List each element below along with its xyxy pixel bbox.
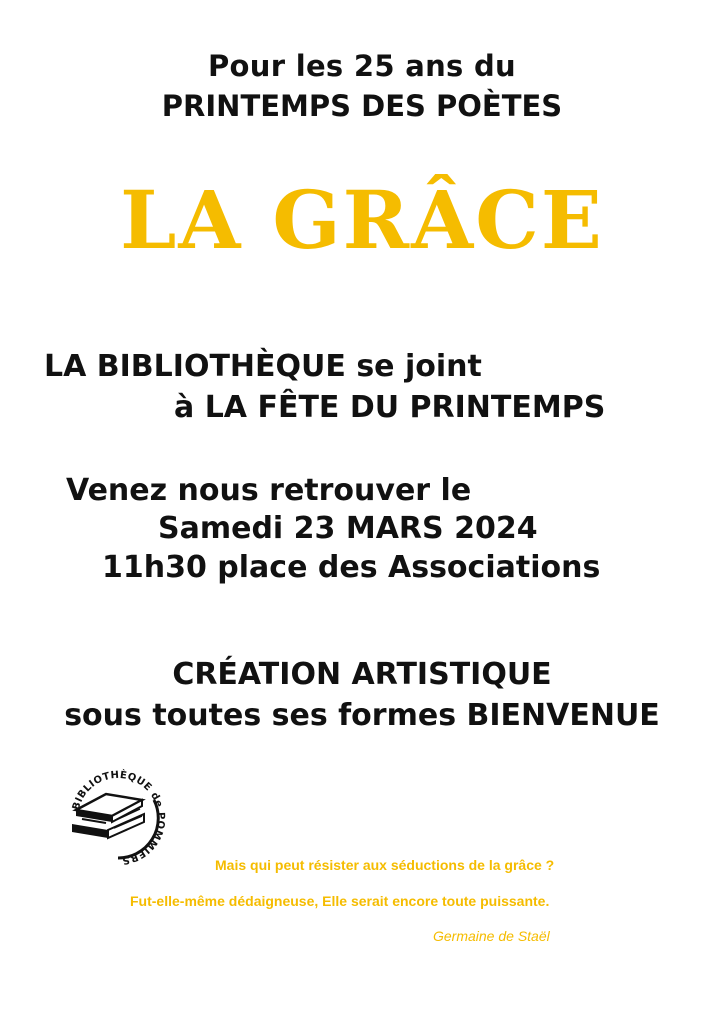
main-title: LA GRÂCE [120,173,604,267]
logo-text: BIBLIOTHÈQUE de POMMIERS [70,769,167,866]
quote-author: Germaine de Staël [433,928,550,944]
intro-line-2: PRINTEMPS DES POÈTES [161,89,563,123]
event-date: Samedi 23 MARS 2024 [158,511,538,546]
library-line-1: LA BIBLIOTHÈQUE se joint [44,349,482,384]
quote-line-1: Mais qui peut résister aux séductions de la grâce ? [215,857,555,873]
event-time-place: 11h30 place des Associations [102,550,601,585]
library-books-logo [62,762,174,874]
quote-line-2: Fut-elle-même dédaigneuse, Elle serait encore toute puissante. [130,893,550,909]
creation-line-1: CRÉATION ARTISTIQUE [172,657,552,692]
library-line-2: à LA FÊTE DU PRINTEMPS [174,390,606,425]
intro-line-1: Pour les 25 ans du [207,49,517,83]
event-invite-line: Venez nous retrouver le [66,473,472,508]
creation-line-2: sous toutes ses formes BIENVENUE [64,698,660,733]
